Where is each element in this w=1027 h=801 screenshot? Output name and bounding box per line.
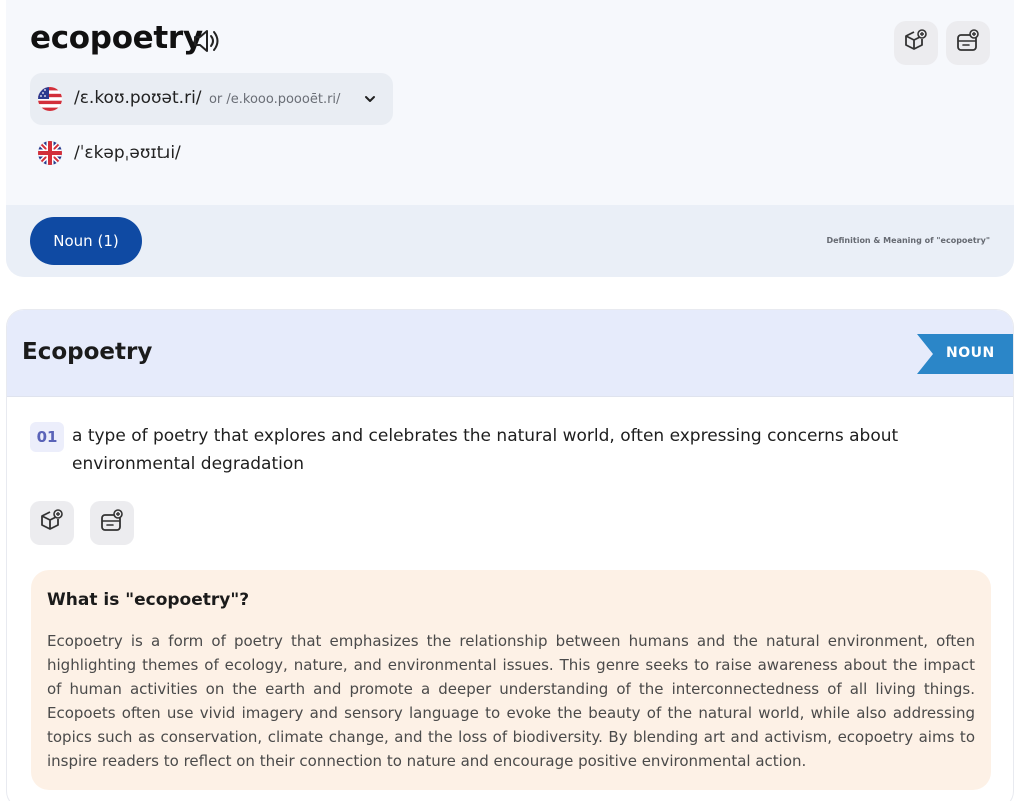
chevron-down-icon[interactable] <box>364 91 376 105</box>
sense-add-to-collection-button[interactable] <box>30 501 74 545</box>
speaker-icon[interactable] <box>192 27 224 55</box>
add-flashcard-button[interactable] <box>946 21 990 65</box>
explainer-title: What is "ecopoetry"? <box>47 590 250 610</box>
uk-ipa: /ˈɛkəpˌəʊɪtɹi/ <box>74 143 181 163</box>
cube-plus-icon <box>903 28 929 58</box>
explainer-body: Ecopoetry is a form of poetry that emphasizes the relationship between humans and the natural environment, often highlighting themes of ecology, nature, and environmental issues. This genre seeks to raise awareness about the impact of human activities on the earth and promote a deeper understanding of the interconnectedness of all living things. Ecopoets often use vivid imagery and sensory language to evoke the beauty of the natural world, while also addressing topics such as conservation, climate change, and the loss of biodiversity. By blending art and activism, ecopoetry aims to inspire readers to reflect on their connection to nature and encourage positive environmental action. <box>47 632 975 770</box>
card-plus-icon <box>955 28 981 58</box>
entry-header <box>6 0 1014 277</box>
add-to-collection-button[interactable] <box>894 21 938 65</box>
tab-noun[interactable]: Noun (1) <box>30 217 142 265</box>
alt-prefix: or <box>208 92 223 107</box>
us-pronunciation-selector[interactable] <box>30 73 393 125</box>
us-ipa <box>74 88 340 108</box>
us-flag-icon[interactable] <box>38 87 62 111</box>
definition-card <box>6 309 1014 801</box>
definition-caption: Definition & Meaning of "ecopoetry" <box>826 236 990 245</box>
definition-heading: Ecopoetry <box>22 339 153 365</box>
cube-plus-icon <box>39 508 65 538</box>
uk-flag-icon[interactable] <box>38 141 62 165</box>
card-plus-icon <box>99 508 125 538</box>
sense-definition: a type of poetry that explores and celebrates the natural world, often expressing concerns about environmental degradation <box>72 426 899 474</box>
pos-tag <box>917 334 1013 374</box>
headword: ecopoetry <box>30 20 203 56</box>
explainer-box <box>31 570 991 790</box>
us-ipa-alternative <box>209 92 340 107</box>
part-of-speech-bar <box>6 205 1014 277</box>
definition-header <box>7 310 1013 397</box>
us-ipa-primary: /ɛ.koʊ.poʊət.ri/ <box>74 88 202 108</box>
pos-tag-label: NOUN <box>946 345 995 361</box>
alt-ipa: /e.kooo.poooēt.ri/ <box>226 92 341 107</box>
sense-add-flashcard-button[interactable] <box>90 501 134 545</box>
sense-number: 01 <box>30 422 64 452</box>
